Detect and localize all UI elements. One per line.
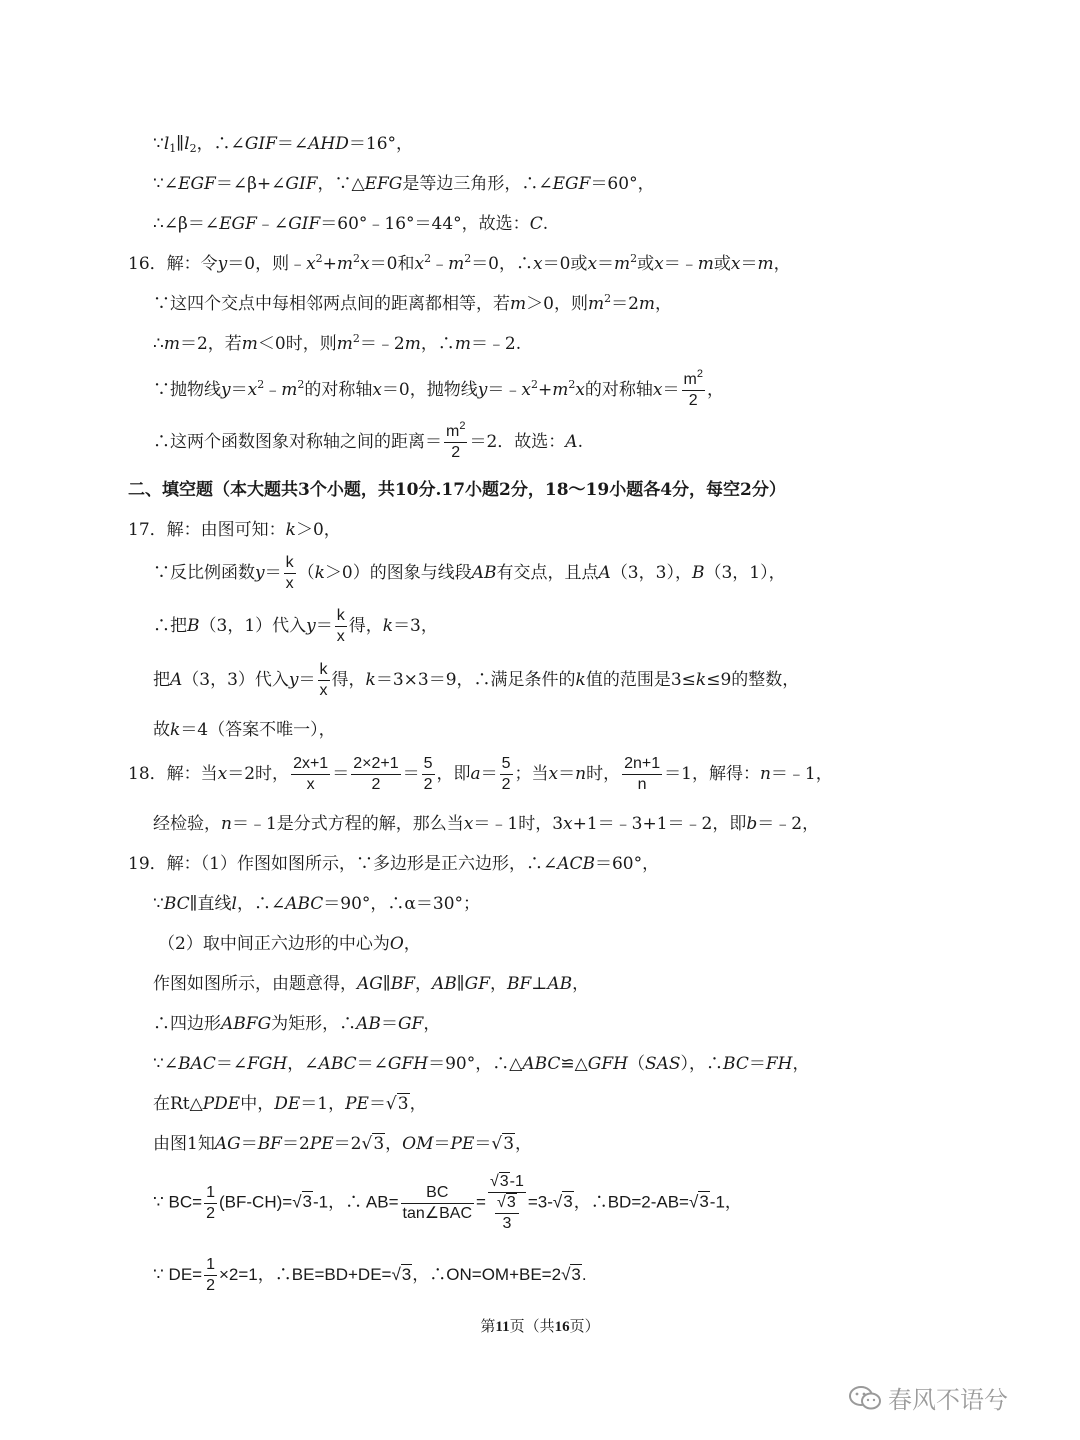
- footer-prefix: 第: [480, 1319, 496, 1335]
- solution-line: $\because l_1\parallel l_2$，∴∠GIF＝∠AHD＝16°，: [153, 134, 414, 155]
- problem-17-line: 17．解：由图可知：k＞0，: [128, 520, 341, 540]
- footer-suffix: 页）: [569, 1319, 600, 1335]
- solution-line: 把A（3，3）代入y＝ $\frac{k}{x}$ 得，k＝3×3＝9，∴满足条件的k值的范围是3≤k≤9的整数，: [153, 661, 800, 699]
- solution-line: 由图1知AG＝BF＝2PE＝2√3，OM＝PE＝√3，: [153, 1134, 533, 1154]
- solution-line: ∵反比例函数y＝ $\frac{k}{x}$ （k＞0）的图象与线段AB有交点，且点A（3，3），B（3，1），: [153, 554, 786, 592]
- solution-line: ∴这两个函数图象对称轴之间的距离＝ $\frac{m^2}{2}$ ＝2．故选：A.: [153, 420, 583, 461]
- solution-line: 作图如图所示，由题意得，AG∥BF，AB∥GF，BF⊥AB，: [153, 974, 590, 994]
- solution-line: ∴把B（3，1）代入y＝ $\frac{k}{x}$ 得，k＝3，: [153, 607, 438, 645]
- current-page-number: 11: [495, 1319, 510, 1335]
- solution-line: ∴m＝2，若m＜0时，则$m^2=﹣2m$，∴m＝﹣2.: [153, 332, 522, 354]
- solution-line: ∵ DE= $\frac{1}{2}$ ×2=1，∴BE=BD+DE=√3，∴ON=OM+BE=2√3.: [153, 1256, 587, 1294]
- total-pages-number: 16: [554, 1319, 570, 1335]
- page-footer: [0, 1315, 1080, 1336]
- watermark-text: 春风不语兮: [888, 1386, 1008, 1414]
- solution-line: （2）取中间正六边形的中心为O，: [158, 934, 421, 954]
- solution-line: ∴四边形ABFG为矩形，∴AB＝GF，: [153, 1014, 441, 1034]
- solution-line: 经检验，n＝﹣1是分式方程的解，那么当x＝﹣1时，3x+1＝﹣3+1＝﹣2，即b＝﹣2，: [153, 814, 820, 834]
- footer-mid: 页（共: [509, 1319, 555, 1335]
- section-heading: 二、填空题（本大题共3个小题，共10分.17小题2分，18～19小题各4分，每空2分）: [128, 480, 786, 500]
- wechat-icon: [848, 1385, 882, 1411]
- solution-line: ∴∠β＝∠EGF﹣∠GIF＝60°﹣16°＝44°，故选：C.: [153, 214, 549, 234]
- solution-line: ∵BC∥直线l，∴∠ABC＝90°，∴α＝30°；: [153, 894, 481, 914]
- solution-line: 故k＝4（答案不唯一），: [153, 720, 336, 740]
- solution-line: ∵∠BAC＝∠FGH，∠ABC＝∠GFH＝90°，∴△ABC≌△GFH（SAS），∴BC＝FH，: [153, 1054, 810, 1074]
- solution-line: 在Rt△PDE中，DE＝1，PE＝√3，: [153, 1094, 427, 1114]
- watermark: [848, 1380, 1008, 1415]
- solution-line: ∵抛物线$y=x^2﹣m^2$的对称轴x＝0，抛物线$y=﹣x^2+m^2x$的对称轴x＝ $\frac{m^2}{2}$ ，: [153, 368, 724, 409]
- solution-line: ∵这四个交点中每相邻两点间的距离都相等，若m＞0，则$m^2=2m$，: [153, 292, 673, 314]
- problem-19-line: 19．解：（1）作图如图所示，∵多边形是正六边形，∴∠ACB＝60°，: [128, 854, 660, 874]
- problem-18-line: 18．解：当x＝2时， $\frac{2x+1}{x}$ ＝ $\frac{2\times 2+1}{2}$ ＝ $\frac{5}{2}$ ，即a＝ $\frac{5}{2}$ ；当x＝n时， $\frac{2n+1}{n}$ ＝1，解得：n＝﹣1，: [128, 755, 833, 793]
- solution-line: ∵∠EGF＝∠β+∠GIF，∵△EFG是等边三角形，∴∠EGF＝60°，: [153, 174, 655, 194]
- problem-16-line: 16．解：令y＝0，则$﹣x^2+m^2x=0$和$x^2﹣m^2=0$，∴x＝0或$x=m^2$或x＝﹣m或x＝m，: [128, 252, 791, 274]
- solution-line: ∵ BC= $\frac{1}{2}$ (BF-CH)=√3-1，∴ AB= $\frac{BC}{\text{tan∠BAC}}$ = $\frac{√3-1}{\frac{√3}{3}}$ =3-√3，∴BD=2-AB=√3-1，: [153, 1173, 742, 1232]
